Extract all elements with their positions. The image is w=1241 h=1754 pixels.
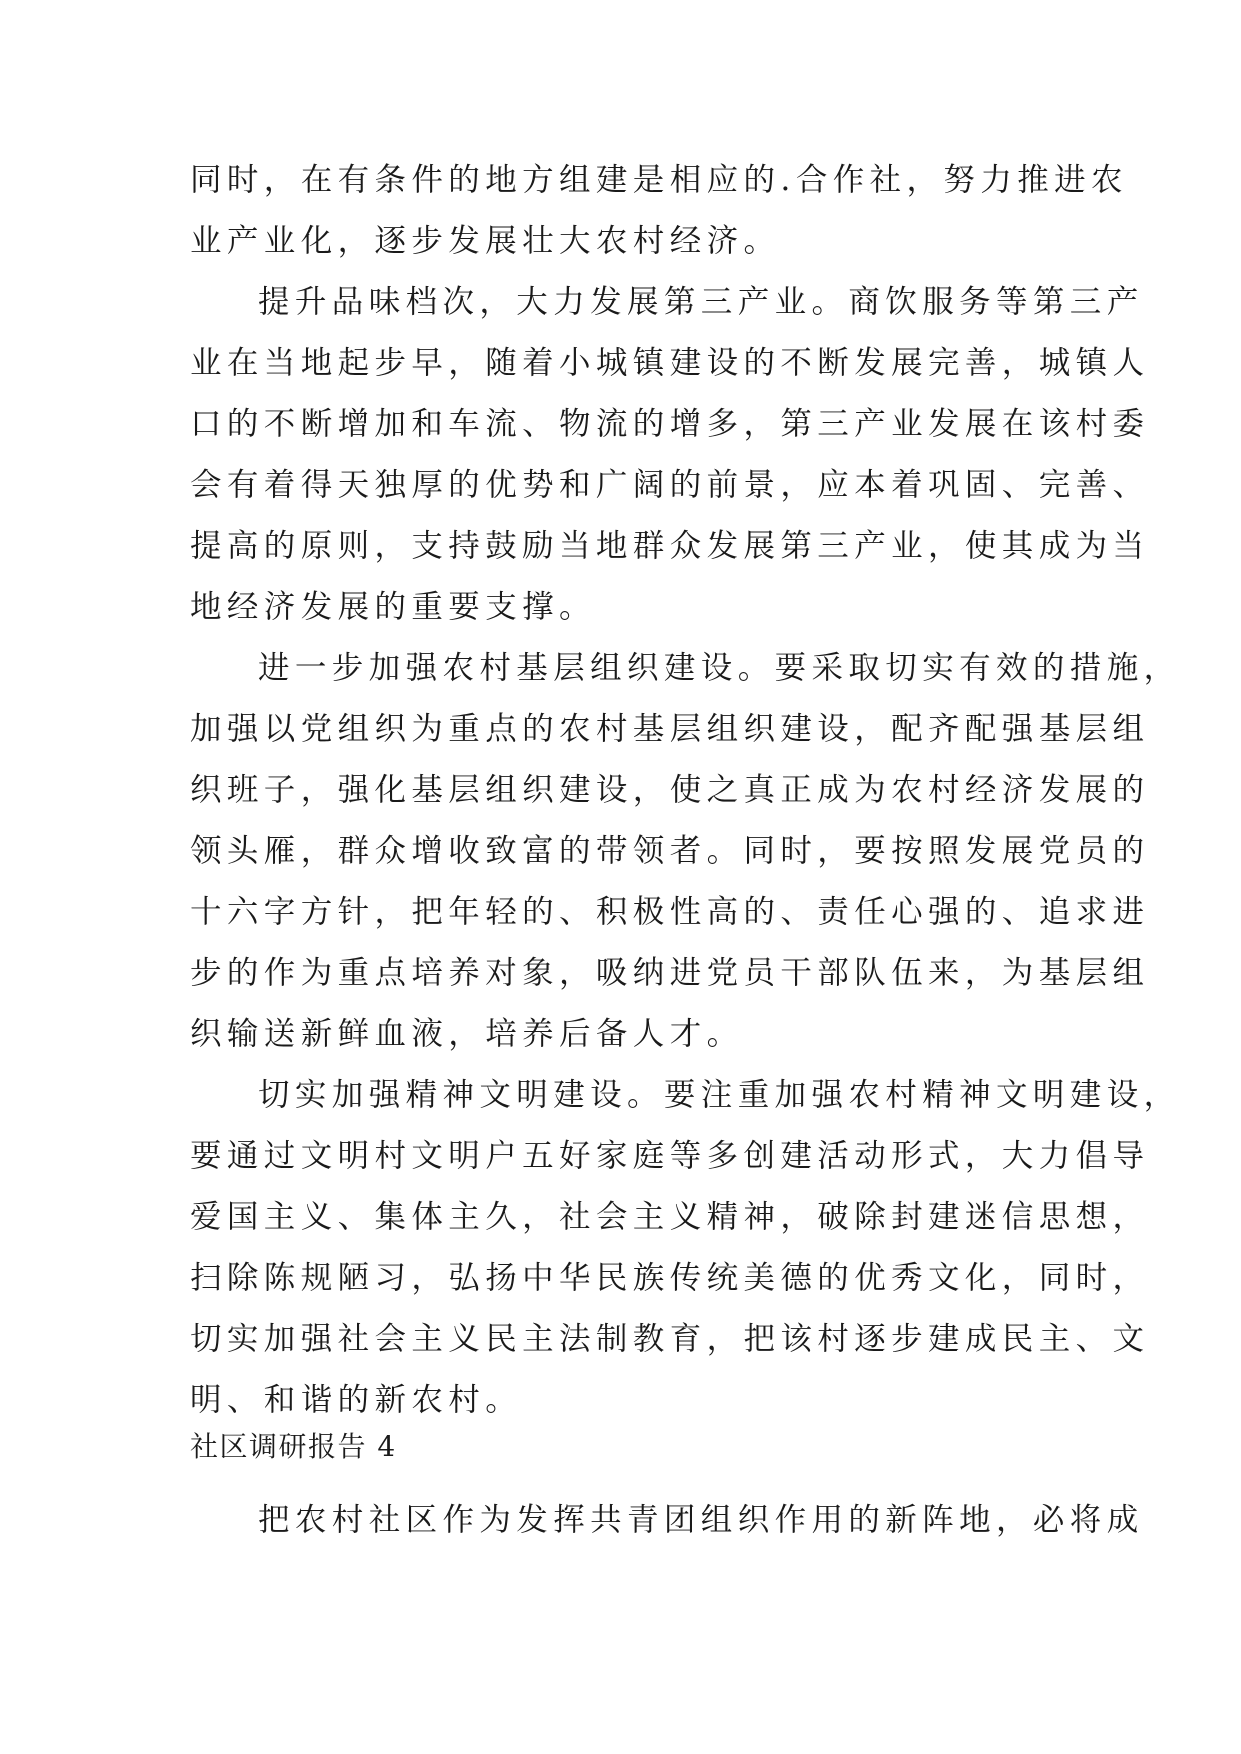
text-line: 进一步加强农村基层组织建设。要采取切实有效的措施， (258, 650, 1181, 686)
text-line: 切实加强社会主义民主法制教育，把该村逐步建成民主、文 (190, 1321, 1150, 1357)
text-line: 加强以党组织为重点的农村基层组织建设，配齐配强基层组 (190, 711, 1150, 747)
text-line: 提升品味档次，大力发展第三产业。商饮服务等第三产 (258, 284, 1144, 320)
section-heading: 社区调研报告 4 (190, 1430, 397, 1463)
paragraph-cooperative (190, 150, 1128, 272)
text-line: 织班子，强化基层组织建设，使之真正成为农村经济发展的 (190, 772, 1150, 808)
text-line: 同时，在有条件的地方组建是相应的.合作社，努力推进农 (190, 162, 1128, 198)
text-line: 扫除陈规陋习，弘扬中华民族传统美德的优秀文化，同时， (190, 1260, 1150, 1296)
text-line: 把农村社区作为发挥共青团组织作用的新阵地，必将成 (258, 1502, 1144, 1538)
text-line: 明、和谐的新农村。 (190, 1382, 523, 1418)
text-line: 织输送新鲜血液，培养后备人才。 (190, 1016, 744, 1052)
text-line: 领头雁，群众增收致富的带领者。同时，要按照发展党员的 (190, 833, 1150, 869)
text-line: 地经济发展的重要支撑。 (190, 589, 596, 625)
text-line: 十六字方针，把年轻的、积极性高的、责任心强的、追求进 (190, 894, 1150, 930)
text-line: 业在当地起步早，随着小城镇建设的不断发展完善，城镇人 (190, 345, 1150, 381)
text-line: 爱国主义、集体主久，社会主义精神，破除封建迷信思想， (190, 1199, 1150, 1235)
paragraph-grassroots-organization (190, 638, 1181, 1065)
paragraph-tertiary-industry (190, 272, 1150, 638)
text-line: 切实加强精神文明建设。要注重加强农村精神文明建设， (258, 1077, 1181, 1113)
text-line: 会有着得天独厚的优势和广阔的前景，应本着巩固、完善、 (190, 467, 1150, 503)
text-line: 要通过文明村文明户五好家庭等多创建活动形式，大力倡导 (190, 1138, 1150, 1174)
text-line: 提高的原则，支持鼓励当地群众发展第三产业，使其成为当 (190, 528, 1150, 564)
text-line: 口的不断增加和车流、物流的增多，第三产业发展在该村委 (190, 406, 1150, 442)
text-line: 步的作为重点培养对象，吸纳进党员干部队伍来，为基层组 (190, 955, 1150, 991)
text-line: 业产业化，逐步发展壮大农村经济。 (190, 223, 781, 259)
paragraph-youth-league (190, 1490, 1144, 1551)
paragraph-spiritual-civilization (190, 1065, 1181, 1431)
